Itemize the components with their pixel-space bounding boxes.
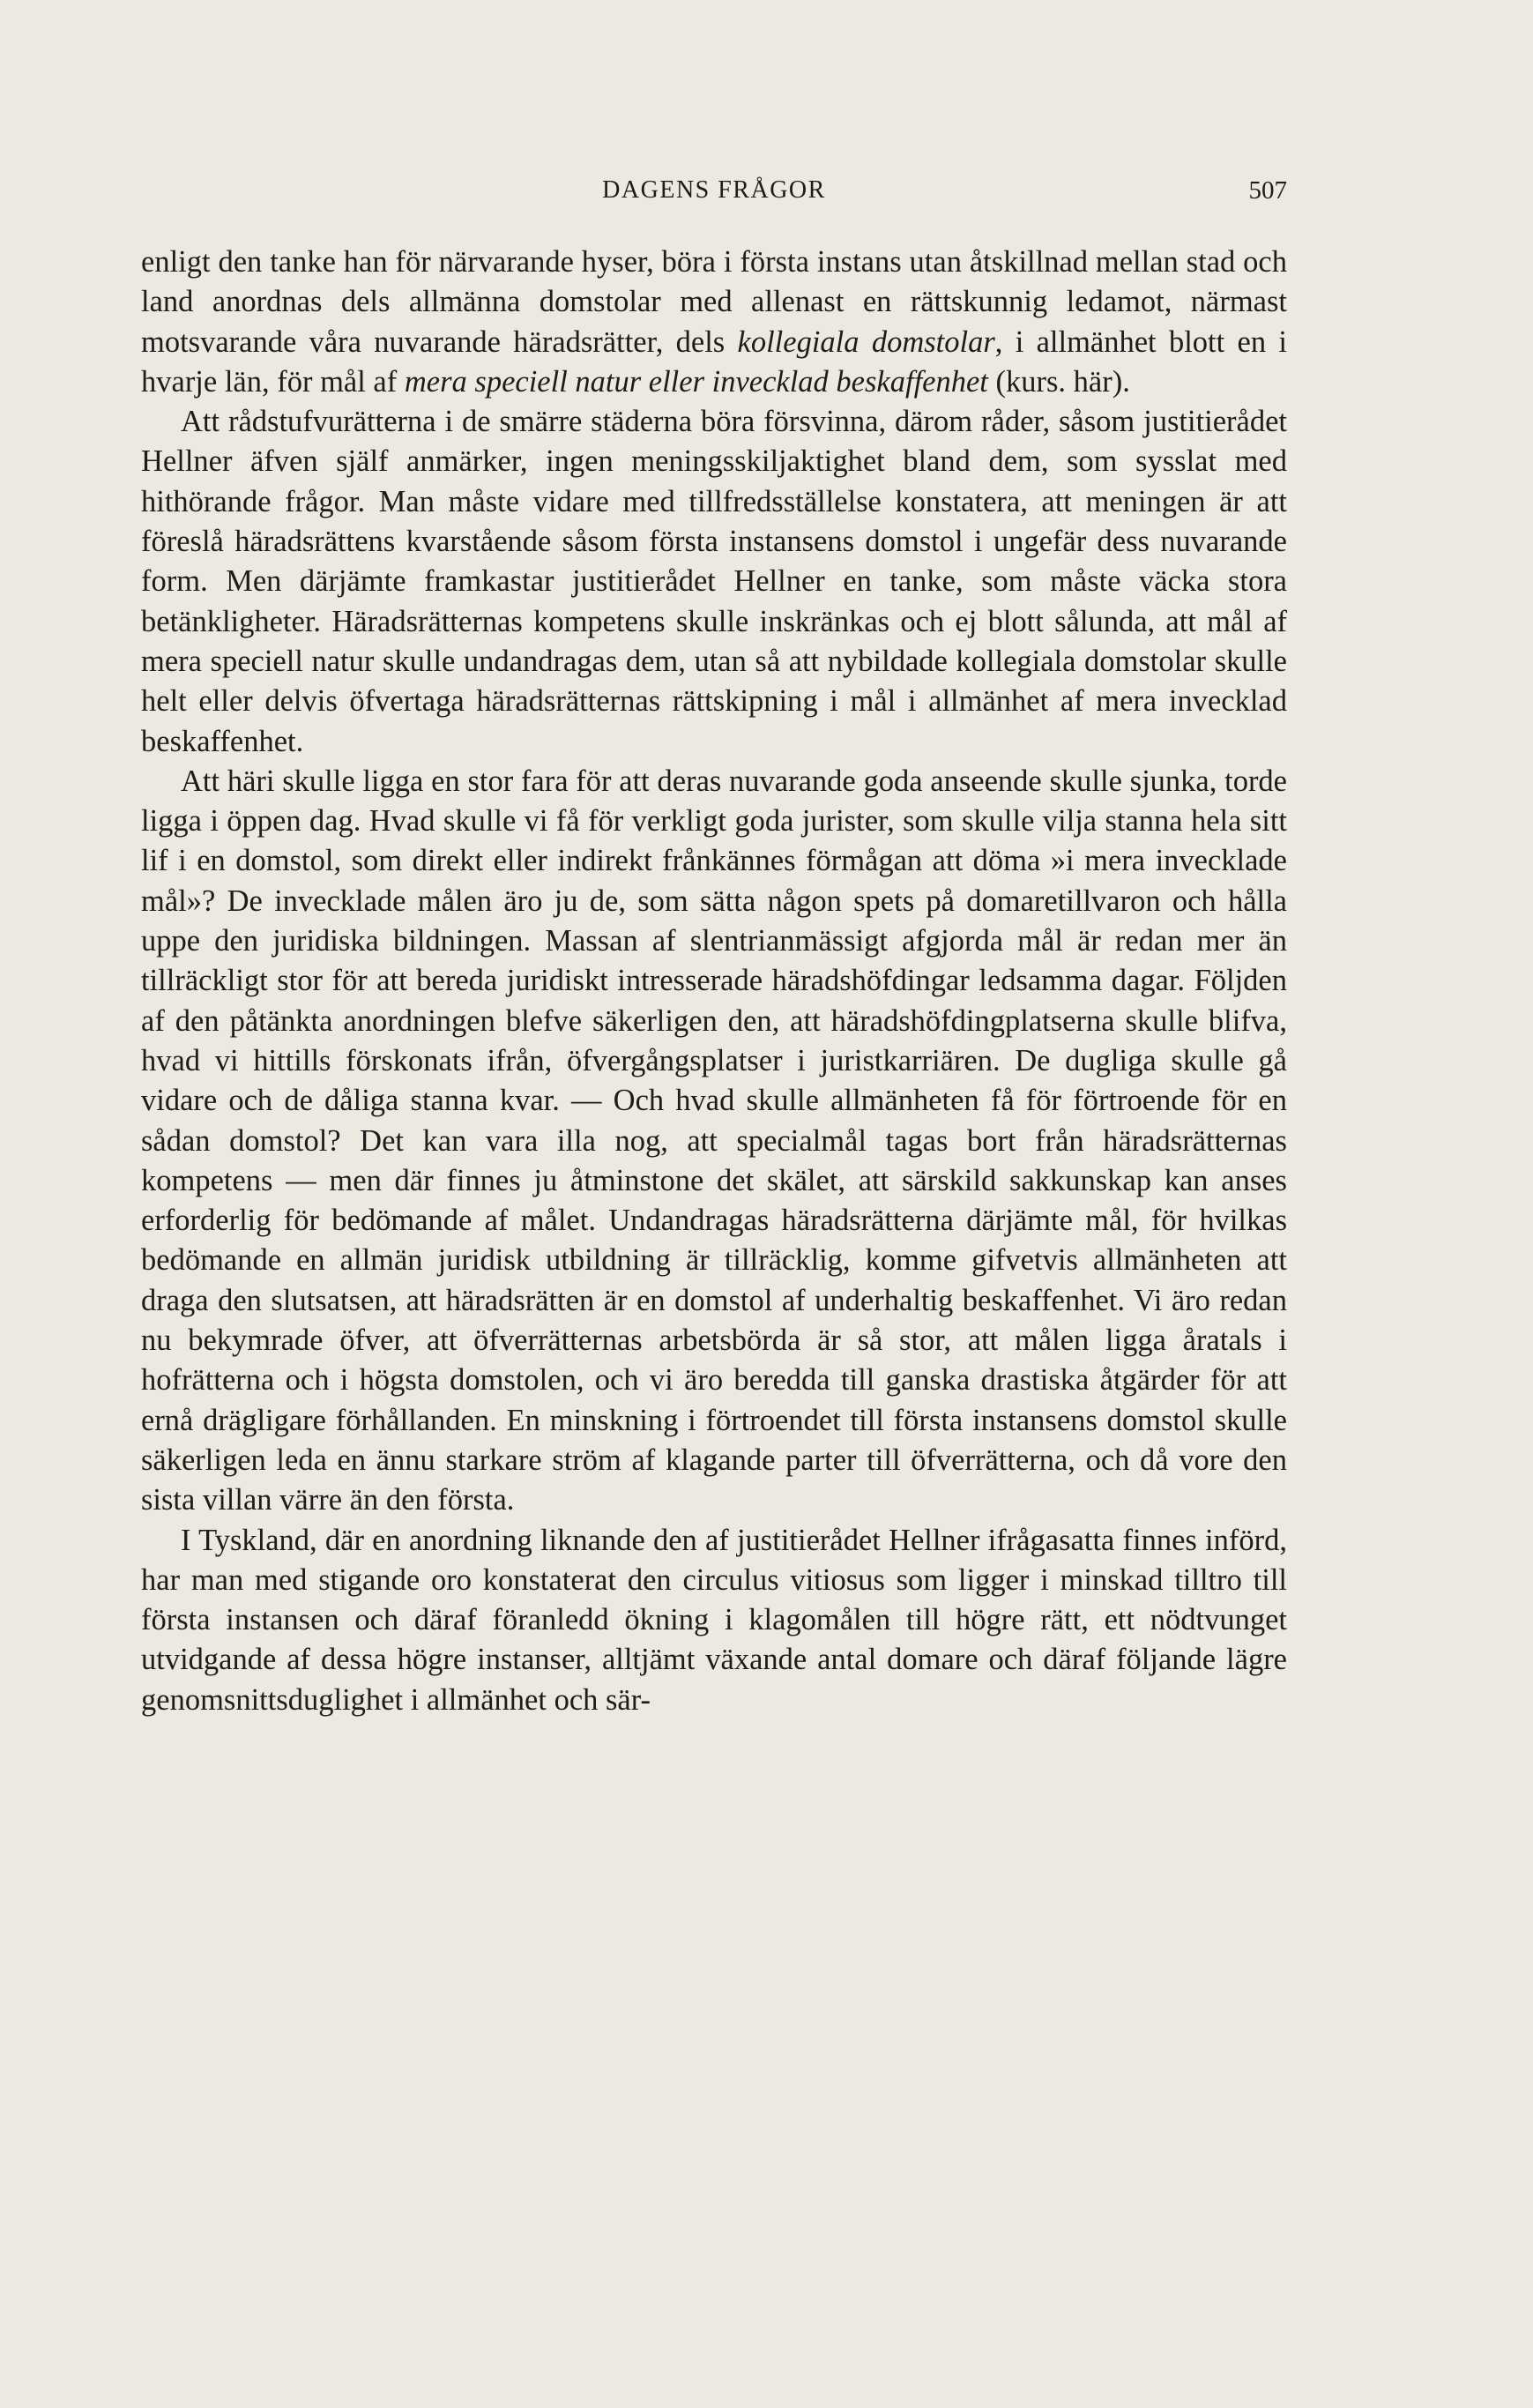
paragraph-1-emphasis-1: kollegiala domstolar — [737, 324, 995, 359]
page-header — [141, 176, 1287, 212]
paragraph-1-middle: , i allmänhet blott en i hvarje län, för mål af — [141, 324, 1287, 399]
running-title: DAGENS FRÅGOR — [602, 176, 826, 204]
paragraph-3: Att häri skulle ligga en stor fara för att deras nuvarande goda anseende skulle sjunka, torde ligga i öppen dag. Hvad skulle vi få för verkligt goda jurister, som skulle vilja stanna hela sitt lif i en domstol, som direkt eller indirekt frånkännes förmågan att döma »i mera invecklade mål»? De invecklade målen äro ju de, som sätta någon spets på domaretillvaron och hålla uppe den juridiska bildningen. Massan af slentrianmässigt afgjorda mål är redan mer än tillräckligt stor för att bereda juridiskt intresserade häradshöfdingar ledsamma dagar. Följden af den påtänkta anordningen blefve säkerligen den, att häradshöfdingplatserna skulle blifva, hvad vi hittills förskonats ifrån, öfvergångsplatser i juristkarriären. De dugliga skulle gå vidare och de dåliga stanna kvar. — Och hvad skulle allmänheten få för förtroende för en sådan domstol? Det kan vara illa nog, att specialmål tagas bort från häradsrätternas kompetens — men där finnes ju åtminstone det skälet, att särskild sakkunskap kan anses erforderlig för bedömande af målet. Undandragas häradsrätterna därjämte mål, för hvilkas bedömande en allmän juridisk utbildning är tillräcklig, komme gifvetvis allmänheten att draga den slutsatsen, att häradsrätten är en domstol af underhaltig beskaffenhet. Vi äro redan nu bekymrade öfver, att öfverrätternas arbetsbörda är så stor, att målen ligga åratals i hofrätterna och i högsta domstolen, och vi äro beredda till ganska drastiska åtgärder för att ernå drägligare förhållanden. En minskning i förtroendet till första instansens domstol skulle säkerligen leda en ännu starkare ström af klagande parter till öfverrätterna, och då vore den sista villan värre än den första. — [141, 764, 1287, 1517]
page-number: 507 — [1248, 176, 1287, 205]
paragraph-4: I Tyskland, där en anordning liknande den af justitierådet Hellner ifrågasatta finnes införd, har man med stigande oro konstaterat den circulus vitiosus som ligger i minskad tilltro till första instansen och däraf föranledd ökning i klagomålen till högre rätt, ett nödtvunget utvidgande af dessa högre instanser, alltjämt växande antal domare och däraf följande lägre genomsnittsduglighet i allmänhet och sär- — [141, 1523, 1287, 1717]
paragraph-1 — [141, 242, 1287, 402]
paragraph-2: Att rådstufvurätterna i de smärre städerna böra försvinna, därom råder, såsom justitierådet Hellner äfven själf anmärker, ingen meningsskiljaktighet bland dem, som sysslat med hithörande frågor. Man måste vidare med tillfredsställelse konstatera, att meningen är att föreslå häradsrättens kvarstående såsom första instansens domstol i ungefär dess nuvarande form. Men därjämte framkastar justitierådet Hellner en tanke, som måste väcka stora betänkligheter. Häradsrätternas kompetens skulle inskränkas och ej blott sålunda, att mål af mera speciell natur skulle undandragas dem, utan så att nybildade kollegiala domstolar skulle helt eller delvis öfvertaga häradsrätternas rättskipning i mål i allmänhet af mera invecklad beskaffenhet. — [141, 405, 1287, 758]
body-text — [141, 242, 1287, 1720]
paragraph-1-after: (kurs. här). — [987, 364, 1130, 399]
paragraph-1-emphasis-2: mera speciell natur eller invecklad beskaffenhet — [404, 364, 988, 399]
paragraph-1-before: enligt den tanke han för närvarande hyser, böra i första instans utan åtskillnad mellan stad och land anordnas dels allmänna domstolar med allenast en rättskunnig ledamot, närmast motsvarande våra nuvarande häradsrätter, dels — [141, 245, 1287, 359]
